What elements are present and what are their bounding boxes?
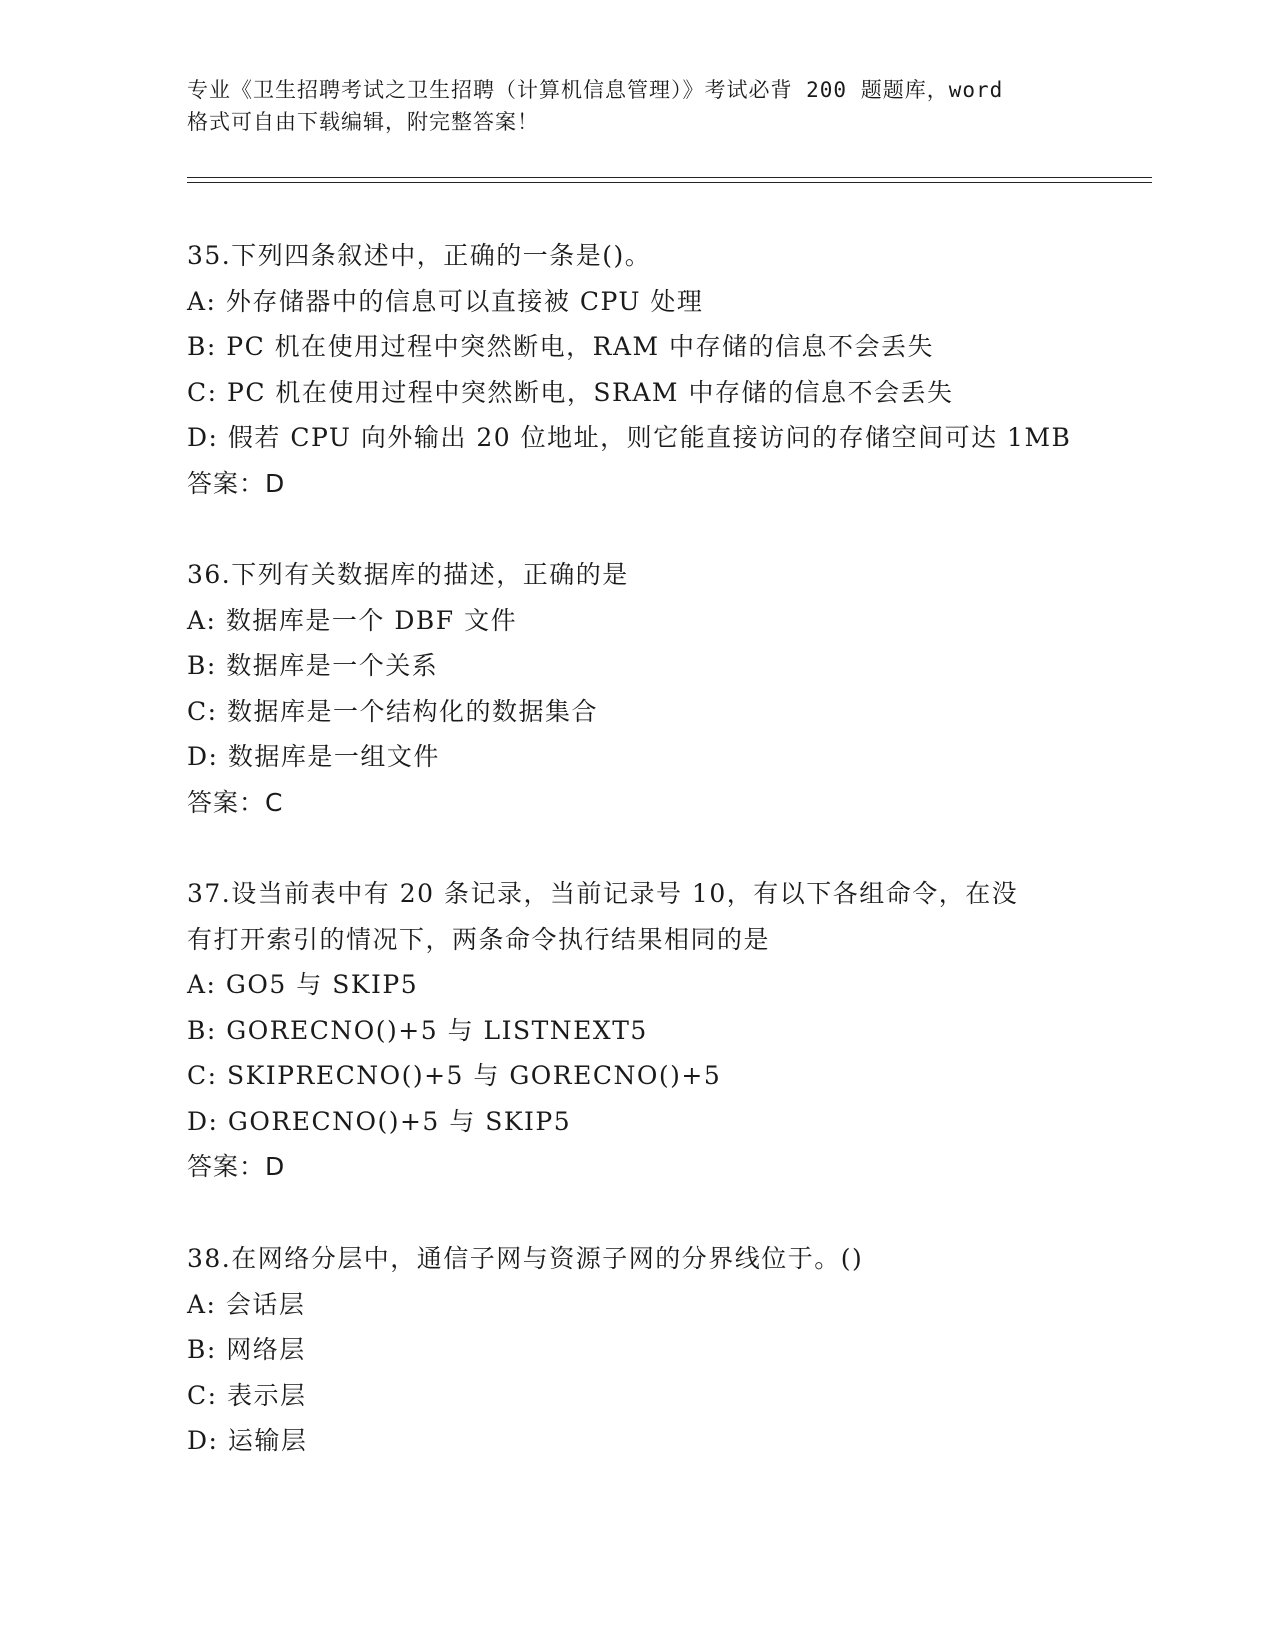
option-b: B: 数据库是一个关系 xyxy=(187,651,439,680)
question-38 xyxy=(187,1236,1147,1464)
question-37 xyxy=(187,871,1147,1190)
option-a: A: GO5 与 SKIP5 xyxy=(187,970,419,999)
option-d: D: 运输层 xyxy=(187,1426,308,1455)
option-a: A: 会话层 xyxy=(187,1289,306,1319)
option-a: A: 数据库是一个 DBF 文件 xyxy=(187,605,518,635)
option-a: A: 外存储器中的信息可以直接被 CPU 处理 xyxy=(187,286,704,316)
question-stem: 36.下列有关数据库的描述，正确的是 xyxy=(187,560,629,589)
option-d: D: GORECNO()+5 与 SKIP5 xyxy=(187,1106,572,1136)
header-line-1: 专业《卫生招聘考试之卫生招聘（计算机信息管理）》考试必背 200 题题库，word xyxy=(187,78,1004,102)
answer-label: 答案：D xyxy=(187,468,286,498)
question-stem-line-1: 37.设当前表中有 20 条记录，当前记录号 10，有以下各组命令，在没 xyxy=(187,879,1019,908)
option-c: C: 数据库是一个结构化的数据集合 xyxy=(187,696,598,726)
option-c: C: 表示层 xyxy=(187,1380,307,1410)
option-b: B: 网络层 xyxy=(187,1335,306,1364)
answer-label: 答案：D xyxy=(187,1152,286,1181)
option-b: B: GORECNO()+5 与 LISTNEXT5 xyxy=(187,1015,648,1045)
header-line-2: 格式可自由下载编辑，附完整答案！ xyxy=(187,110,539,134)
question-stem: 35.下列四条叙述中，正确的一条是()。 xyxy=(187,241,652,270)
header-divider-bottom xyxy=(187,182,1152,183)
question-36 xyxy=(187,552,1147,825)
option-d: D: 假若 CPU 向外输出 20 位地址，则它能直接访问的存储空间可达 1MB xyxy=(187,423,1072,452)
option-b: B: PC 机在使用过程中突然断电，RAM 中存储的信息不会丢失 xyxy=(187,332,935,361)
question-stem: 38.在网络分层中，通信子网与资源子网的分界线位于。() xyxy=(187,1244,864,1273)
option-c: C: SKIPRECNO()+5 与 GORECNO()+5 xyxy=(187,1061,722,1090)
document-header xyxy=(187,74,1087,138)
option-d: D: 数据库是一组文件 xyxy=(187,742,440,771)
question-35 xyxy=(187,233,1147,506)
question-stem-line-2: 有打开索引的情况下，两条命令执行结果相同的是 xyxy=(187,924,771,954)
answer-label: 答案：C xyxy=(187,787,284,817)
option-c: C: PC 机在使用过程中突然断电，SRAM 中存储的信息不会丢失 xyxy=(187,377,954,407)
header-divider-top xyxy=(187,177,1152,178)
